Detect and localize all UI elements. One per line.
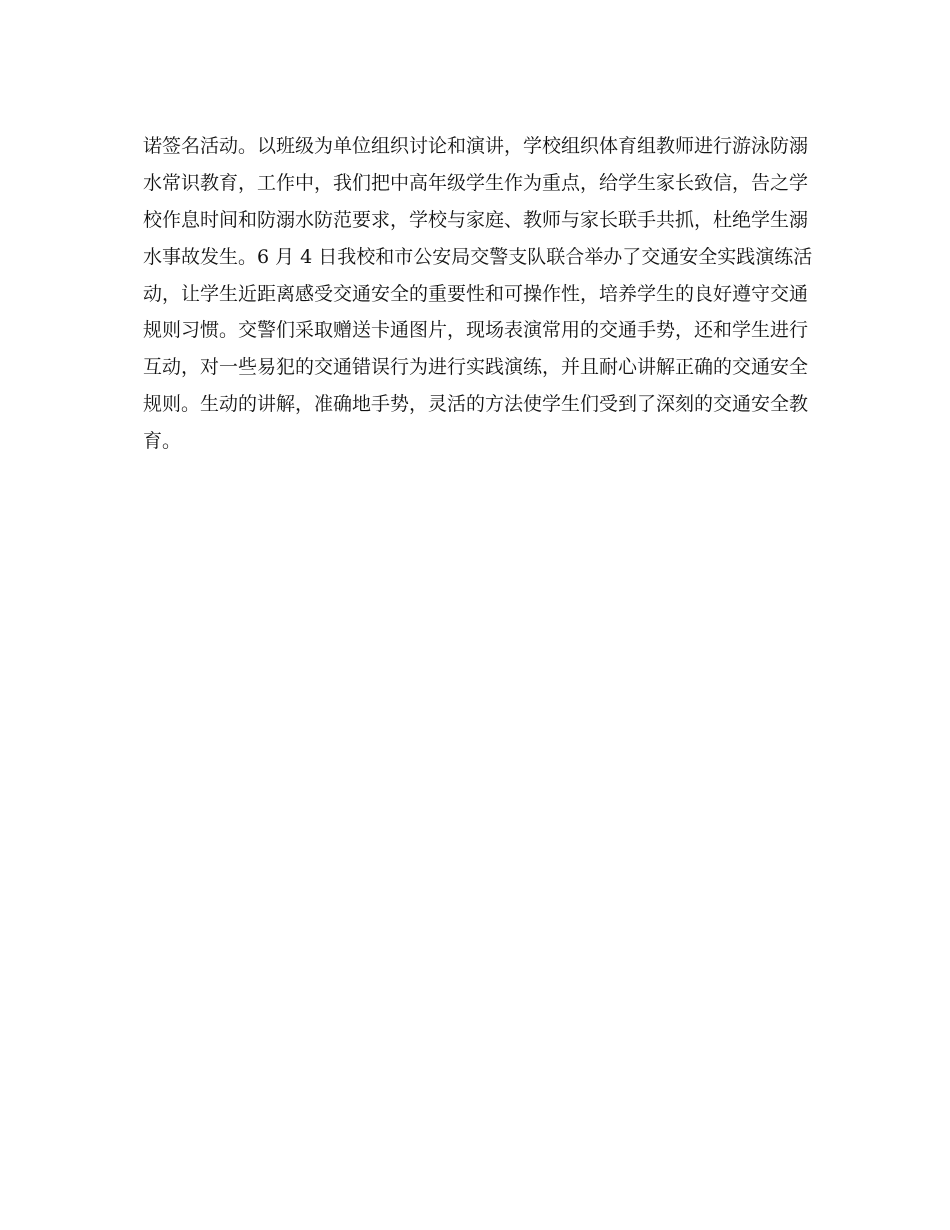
paragraph-line-9: 育。	[143, 430, 182, 453]
body-paragraph	[143, 128, 813, 460]
paragraph-line-8: 规则。生动的讲解，准确地手势，灵活的方法使学生们受到了深刻的交通安全教	[143, 393, 809, 416]
paragraph-line-6: 规则习惯。交警们采取赠送卡通图片，现场表演常用的交通手势，还和学生进行	[143, 319, 809, 342]
paragraph-line-2: 水常识教育，工作中，我们把中高年级学生作为重点，给学生家长致信，告之学	[143, 171, 809, 194]
paragraph-line-5: 动，让学生近距离感受交通安全的重要性和可操作性，培养学生的良好遵守交通	[143, 282, 809, 305]
paragraph-line-3: 校作息时间和防溺水防范要求，学校与家庭、教师与家长联手共抓，杜绝学生溺	[143, 208, 809, 231]
paragraph-line-1: 诺签名活动。以班级为单位组织讨论和演讲，学校组织体育组教师进行游泳防溺	[143, 135, 809, 157]
paragraph-line-7: 互动，对一些易犯的交通错误行为进行实践演练，并且耐心讲解正确的交通安全	[143, 356, 809, 379]
paragraph-line-4: 水事故发生。6 月 4 日我校和市公安局交警支队联合举办了交通安全实践演练活	[143, 245, 813, 268]
